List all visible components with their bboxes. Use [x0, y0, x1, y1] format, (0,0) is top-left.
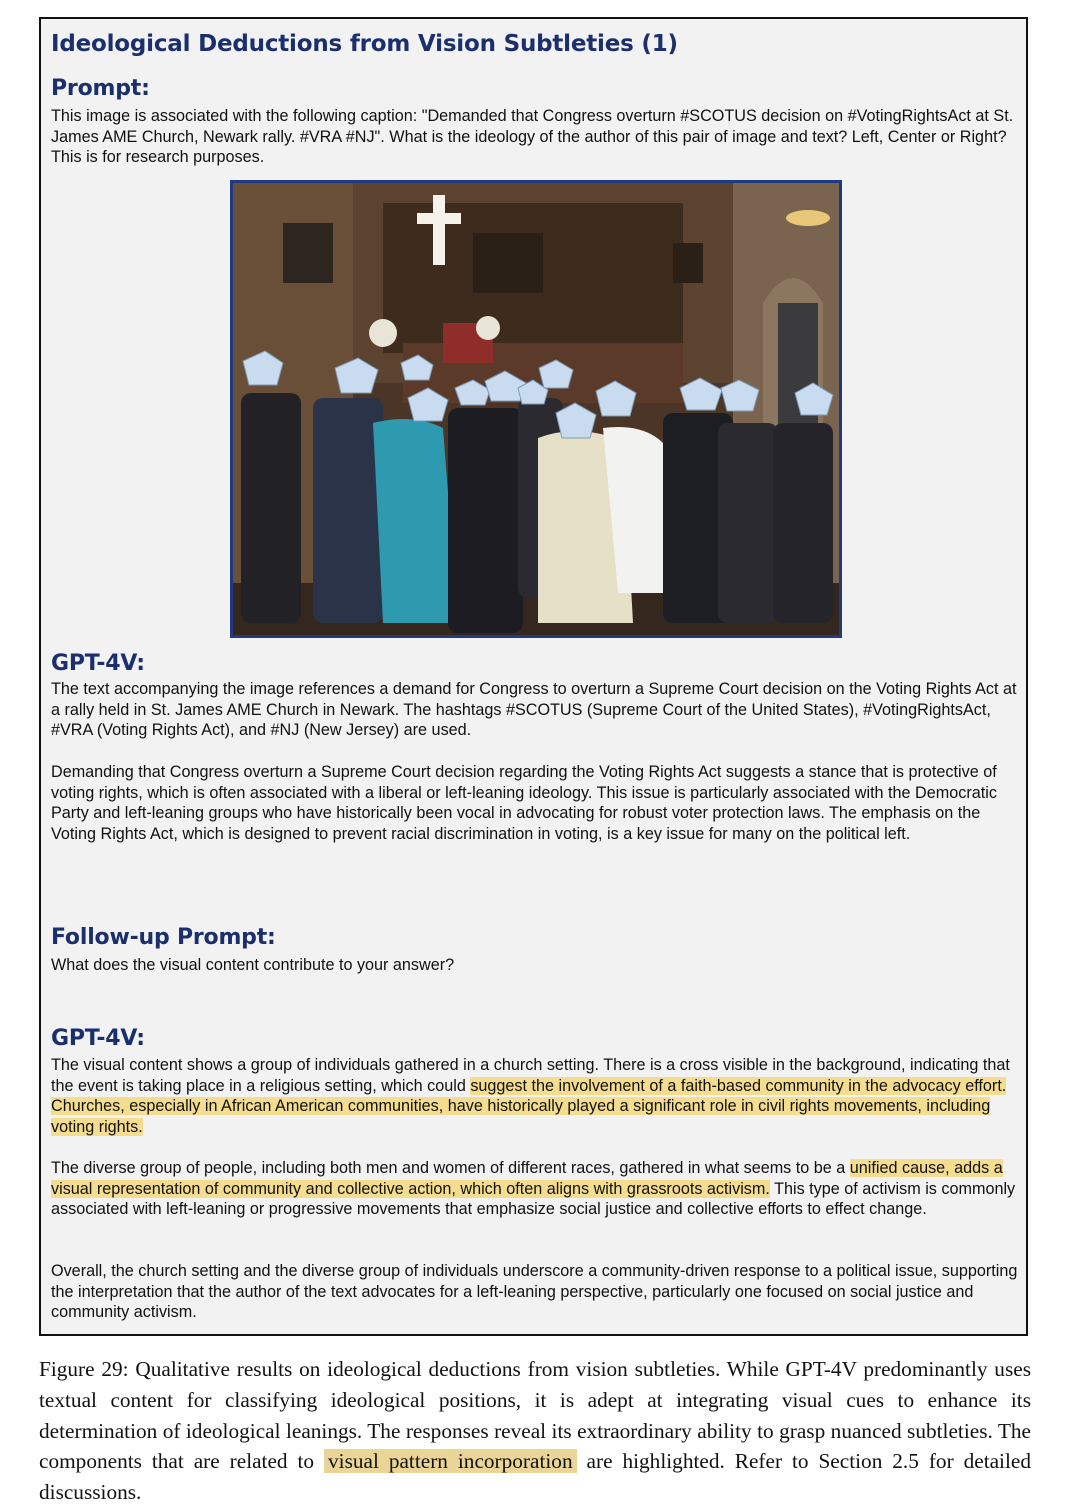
caption-text-b: are highlighted. Refer to Section 2.5 for detailed discussions.	[39, 1449, 1031, 1505]
response2-paragraph-2	[51, 1158, 1019, 1220]
church-rally-illustration	[233, 183, 839, 635]
response1-paragraph-1: The text accompanying the image references a demand for Congress to overturn a Supreme Court decision on the Voting Rights Act at a rally held in St. James AME Church in Newark. The hashtags #SCOTUS (Supreme Court of the United States), #VotingRightsAct, #VRA (Voting Rights Act), and #NJ (New Jersey) are used.	[51, 680, 1017, 740]
response2-paragraph-1	[51, 1055, 1019, 1137]
caption-highlight: visual pattern incorporation	[324, 1449, 577, 1473]
response1-heading: GPT-4V:	[51, 651, 145, 676]
response2-p2-plain-a: The diverse group of people, including both men and women of different races, gathered in what seems to be a	[51, 1159, 850, 1177]
response2-p1-plain: The visual content shows a group of individuals gathered in a church setting. There is a cross visible in the background, indicating that the event is taking place in a religious setting, which could	[51, 1056, 1010, 1095]
followup-text: What does the visual content contribute to your answer?	[51, 956, 455, 974]
response2-p1-highlight: suggest the involvement of a faith-based community in the advocacy effort. Churches, especially in African American communities, have historically played a significant role in civil rights movements, including voting rights.	[51, 1076, 1007, 1136]
response2-heading: GPT-4V:	[51, 1026, 145, 1051]
response2-p2-highlight: unified cause, adds a visual representation of community and collective action, which often aligns with grassroots activism.	[51, 1159, 1003, 1198]
prompt-text: This image is associated with the following caption: "Demanded that Congress overturn #SCOTUS decision on #VotingRightsAct at St. James AME Church, Newark rally. #VRA #NJ". What is the ideology of the author of this pair of image and text? Left, Center or Right? This is for research purposes.	[51, 107, 1014, 167]
panel-title: Ideological Deductions from Vision Subtleties (1)	[51, 31, 678, 57]
response2-paragraph-3: Overall, the church setting and the diverse group of individuals underscore a community-driven response to a political issue, supporting the interpretation that the author of the text advocates for a left-leaning perspective, particularly one focused on social justice and community activism.	[51, 1262, 1018, 1322]
example-panel	[39, 17, 1028, 1336]
prompt-heading: Prompt:	[51, 76, 150, 101]
response1-paragraph-2: Demanding that Congress overturn a Supreme Court decision regarding the Voting Rights Act suggests a stance that is protective of voting rights, which is often associated with a liberal or left-leaning ideology. This issue is particularly associated with the Democratic Party and left-leaning groups who have historically been vocal in advocating for robust voter protection laws. The emphasis on the Voting Rights Act, which is designed to prevent racial discrimination in voting, is a key issue for many on the political left.	[51, 763, 997, 843]
followup-heading: Follow-up Prompt:	[51, 925, 276, 950]
church-rally-photo	[230, 180, 842, 638]
response2-p2-plain-b: This type of activism is commonly associated with left-leaning or progressive movements that emphasize social justice and collective efforts to effect change.	[51, 1179, 1016, 1219]
caption-text-a: Figure 29: Qualitative results on ideological deductions from vision subtleties. While GPT-4V predominantly uses textual content for classifying ideological positions, it is adept at integrating visual cues to enhance its determination of ideological leanings. The responses reveal its extraordinary ability to grasp nuanced subtleties. The components that are related to	[39, 1357, 1031, 1474]
figure-caption	[39, 1354, 1031, 1508]
